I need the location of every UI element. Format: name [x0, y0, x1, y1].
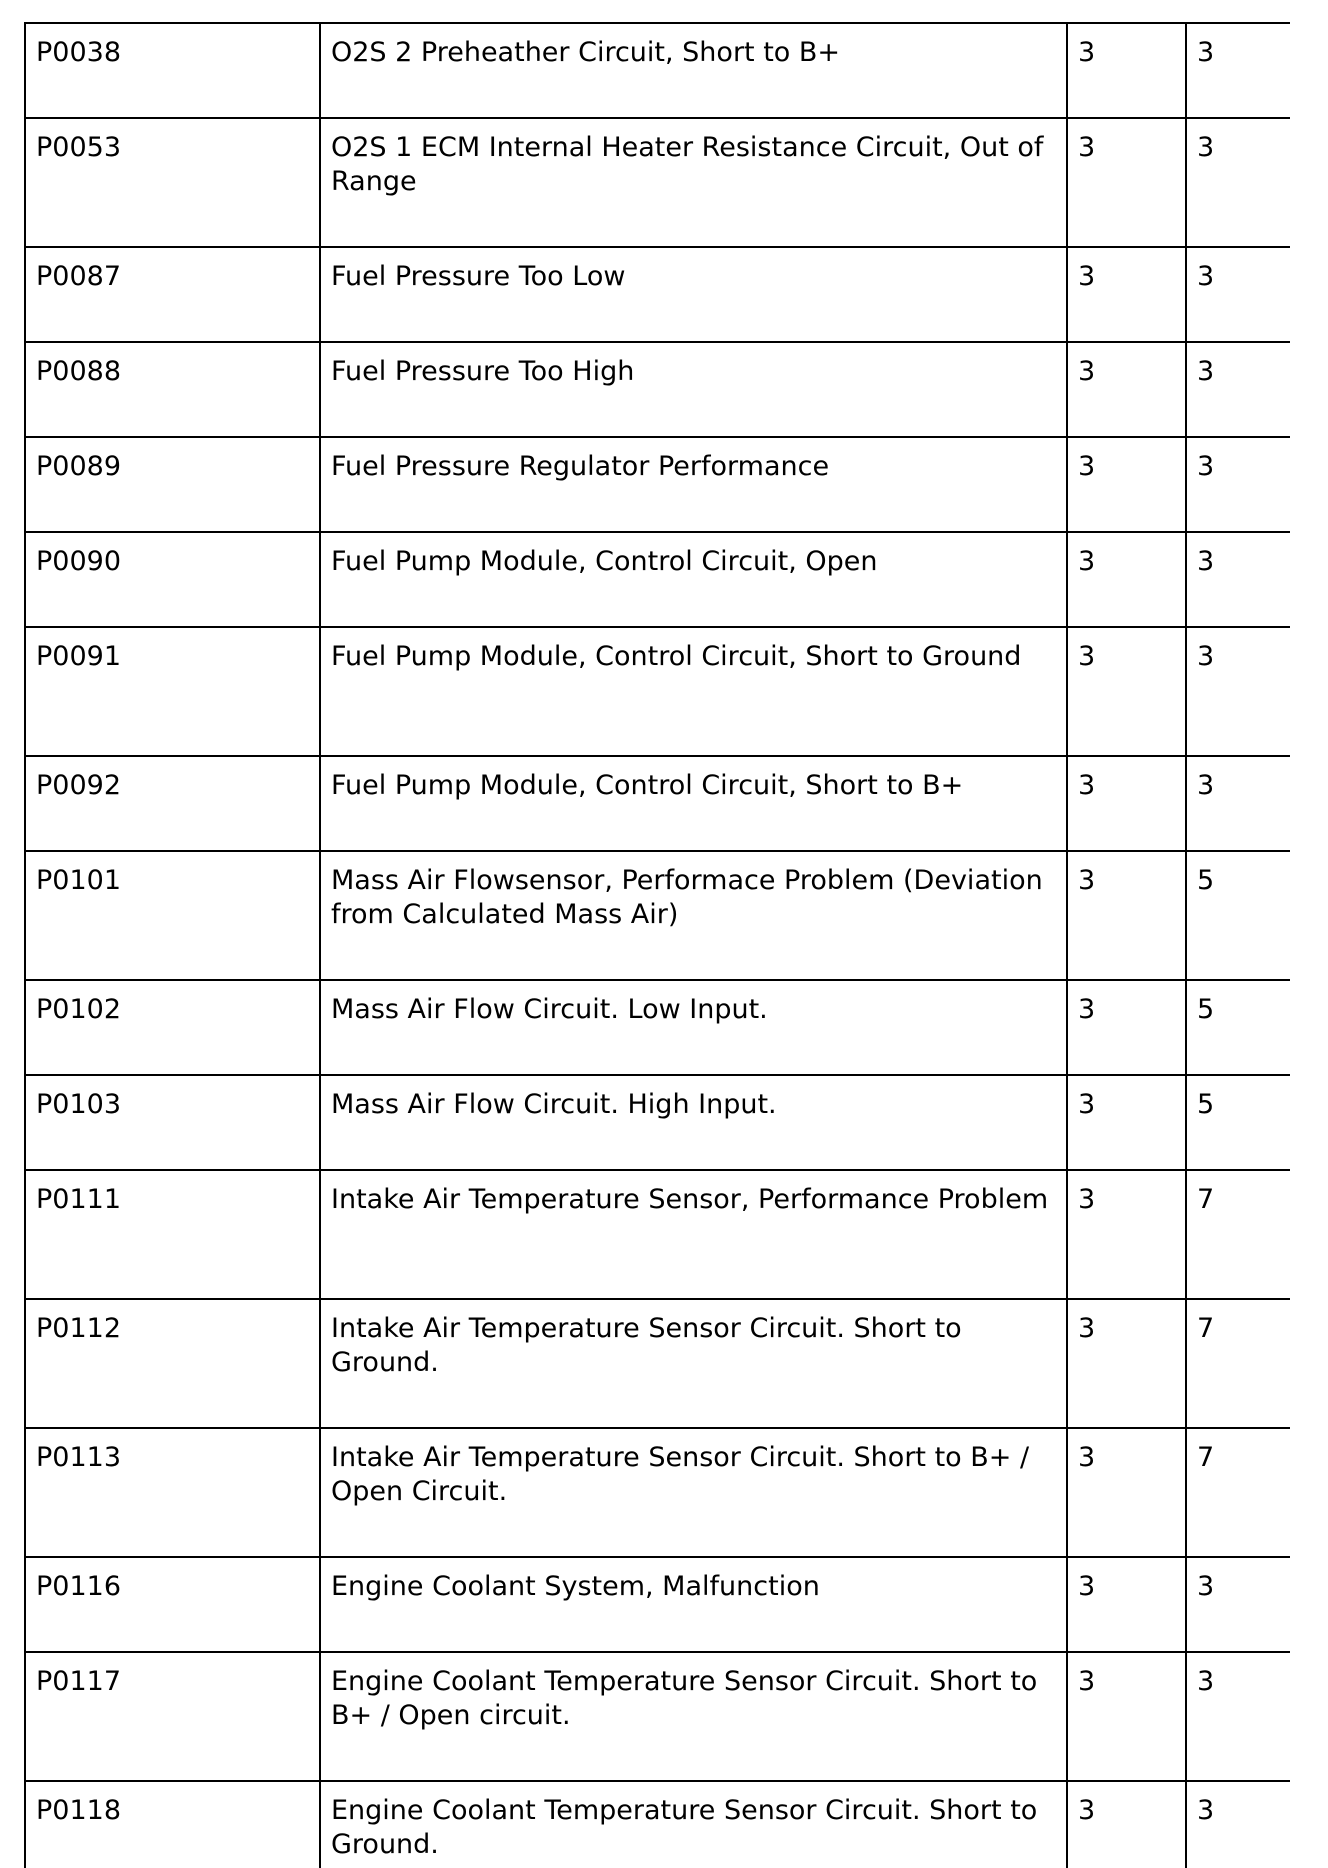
dtc-value-cell-3: 3: [1067, 1299, 1186, 1428]
dtc-description-cell: Fuel Pump Module, Control Circuit, Short to B+: [320, 756, 1067, 851]
dtc-value-cell-4: 3: [1186, 1652, 1290, 1781]
dtc-code-cell: P0103: [25, 1075, 320, 1170]
table-row: [25, 1781, 1290, 1868]
dtc-value-cell-4: 3: [1186, 756, 1290, 851]
dtc-code-cell: P0118: [25, 1781, 320, 1868]
table-row: [25, 118, 1290, 247]
dtc-value-cell-3: 3: [1067, 1428, 1186, 1557]
dtc-code-cell: P0089: [25, 437, 320, 532]
dtc-code-cell: P0087: [25, 247, 320, 342]
dtc-value-cell-4: 3: [1186, 437, 1290, 532]
dtc-value-cell-4: 3: [1186, 118, 1290, 247]
dtc-code-cell: P0102: [25, 980, 320, 1075]
dtc-code-cell: P0090: [25, 532, 320, 627]
dtc-description-cell: Fuel Pump Module, Control Circuit, Short to Ground: [320, 627, 1067, 756]
dtc-value-cell-4: 7: [1186, 1299, 1290, 1428]
dtc-value-cell-3: 3: [1067, 851, 1186, 980]
dtc-value-cell-4: 3: [1186, 342, 1290, 437]
dtc-table-body: [25, 23, 1290, 1868]
dtc-description-cell: Engine Coolant Temperature Sensor Circuit. Short to Ground.: [320, 1781, 1067, 1868]
table-row: [25, 980, 1290, 1075]
dtc-code-cell: P0111: [25, 1170, 320, 1299]
dtc-value-cell-4: 3: [1186, 23, 1290, 118]
dtc-value-cell-4: 5: [1186, 851, 1290, 980]
dtc-value-cell-4: 5: [1186, 980, 1290, 1075]
dtc-value-cell-4: 7: [1186, 1170, 1290, 1299]
dtc-value-cell-3: 3: [1067, 1781, 1186, 1868]
table-row: [25, 342, 1290, 437]
dtc-value-cell-3: 3: [1067, 118, 1186, 247]
dtc-code-cell: P0116: [25, 1557, 320, 1652]
dtc-value-cell-4: 7: [1186, 1428, 1290, 1557]
dtc-description-cell: Mass Air Flow Circuit. High Input.: [320, 1075, 1067, 1170]
dtc-value-cell-3: 3: [1067, 23, 1186, 118]
dtc-value-cell-3: 3: [1067, 627, 1186, 756]
dtc-value-cell-4: 3: [1186, 532, 1290, 627]
dtc-value-cell-3: 3: [1067, 437, 1186, 532]
dtc-code-cell: P0053: [25, 118, 320, 247]
table-row: [25, 1170, 1290, 1299]
dtc-code-cell: P0038: [25, 23, 320, 118]
dtc-table-container: [24, 22, 1290, 1868]
dtc-value-cell-3: 3: [1067, 980, 1186, 1075]
table-row: [25, 1075, 1290, 1170]
dtc-description-cell: Fuel Pressure Too Low: [320, 247, 1067, 342]
dtc-description-cell: Engine Coolant Temperature Sensor Circuit. Short to B+ / Open circuit.: [320, 1652, 1067, 1781]
table-row: [25, 1652, 1290, 1781]
dtc-value-cell-3: 3: [1067, 1075, 1186, 1170]
dtc-code-cell: P0113: [25, 1428, 320, 1557]
table-row: [25, 627, 1290, 756]
dtc-value-cell-4: 3: [1186, 627, 1290, 756]
dtc-description-cell: Intake Air Temperature Sensor Circuit. Short to B+ / Open Circuit.: [320, 1428, 1067, 1557]
dtc-value-cell-3: 3: [1067, 1170, 1186, 1299]
table-row: [25, 437, 1290, 532]
table-row: [25, 1557, 1290, 1652]
dtc-value-cell-4: 3: [1186, 1557, 1290, 1652]
dtc-value-cell-4: 3: [1186, 1781, 1290, 1868]
dtc-description-cell: Fuel Pressure Too High: [320, 342, 1067, 437]
table-row: [25, 532, 1290, 627]
dtc-code-cell: P0088: [25, 342, 320, 437]
table-row: [25, 1428, 1290, 1557]
dtc-value-cell-3: 3: [1067, 1652, 1186, 1781]
table-row: [25, 1299, 1290, 1428]
dtc-value-cell-3: 3: [1067, 247, 1186, 342]
table-row: [25, 247, 1290, 342]
dtc-description-cell: Intake Air Temperature Sensor, Performance Problem: [320, 1170, 1067, 1299]
table-row: [25, 851, 1290, 980]
dtc-table: [24, 22, 1290, 1868]
dtc-code-cell: P0091: [25, 627, 320, 756]
dtc-description-cell: Intake Air Temperature Sensor Circuit. Short to Ground.: [320, 1299, 1067, 1428]
dtc-code-cell: P0092: [25, 756, 320, 851]
table-row: [25, 756, 1290, 851]
table-row: [25, 23, 1290, 118]
dtc-value-cell-3: 3: [1067, 342, 1186, 437]
dtc-description-cell: O2S 1 ECM Internal Heater Resistance Circuit, Out of Range: [320, 118, 1067, 247]
dtc-description-cell: Engine Coolant System, Malfunction: [320, 1557, 1067, 1652]
dtc-value-cell-4: 3: [1186, 247, 1290, 342]
dtc-value-cell-4: 5: [1186, 1075, 1290, 1170]
dtc-value-cell-3: 3: [1067, 532, 1186, 627]
dtc-code-cell: P0112: [25, 1299, 320, 1428]
dtc-description-cell: O2S 2 Preheather Circuit, Short to B+: [320, 23, 1067, 118]
dtc-code-cell: P0101: [25, 851, 320, 980]
dtc-code-cell: P0117: [25, 1652, 320, 1781]
dtc-value-cell-3: 3: [1067, 1557, 1186, 1652]
dtc-description-cell: Fuel Pump Module, Control Circuit, Open: [320, 532, 1067, 627]
dtc-value-cell-3: 3: [1067, 756, 1186, 851]
dtc-description-cell: Mass Air Flow Circuit. Low Input.: [320, 980, 1067, 1075]
dtc-description-cell: Mass Air Flowsensor, Performace Problem (Deviation from Calculated Mass Air): [320, 851, 1067, 980]
dtc-description-cell: Fuel Pressure Regulator Performance: [320, 437, 1067, 532]
